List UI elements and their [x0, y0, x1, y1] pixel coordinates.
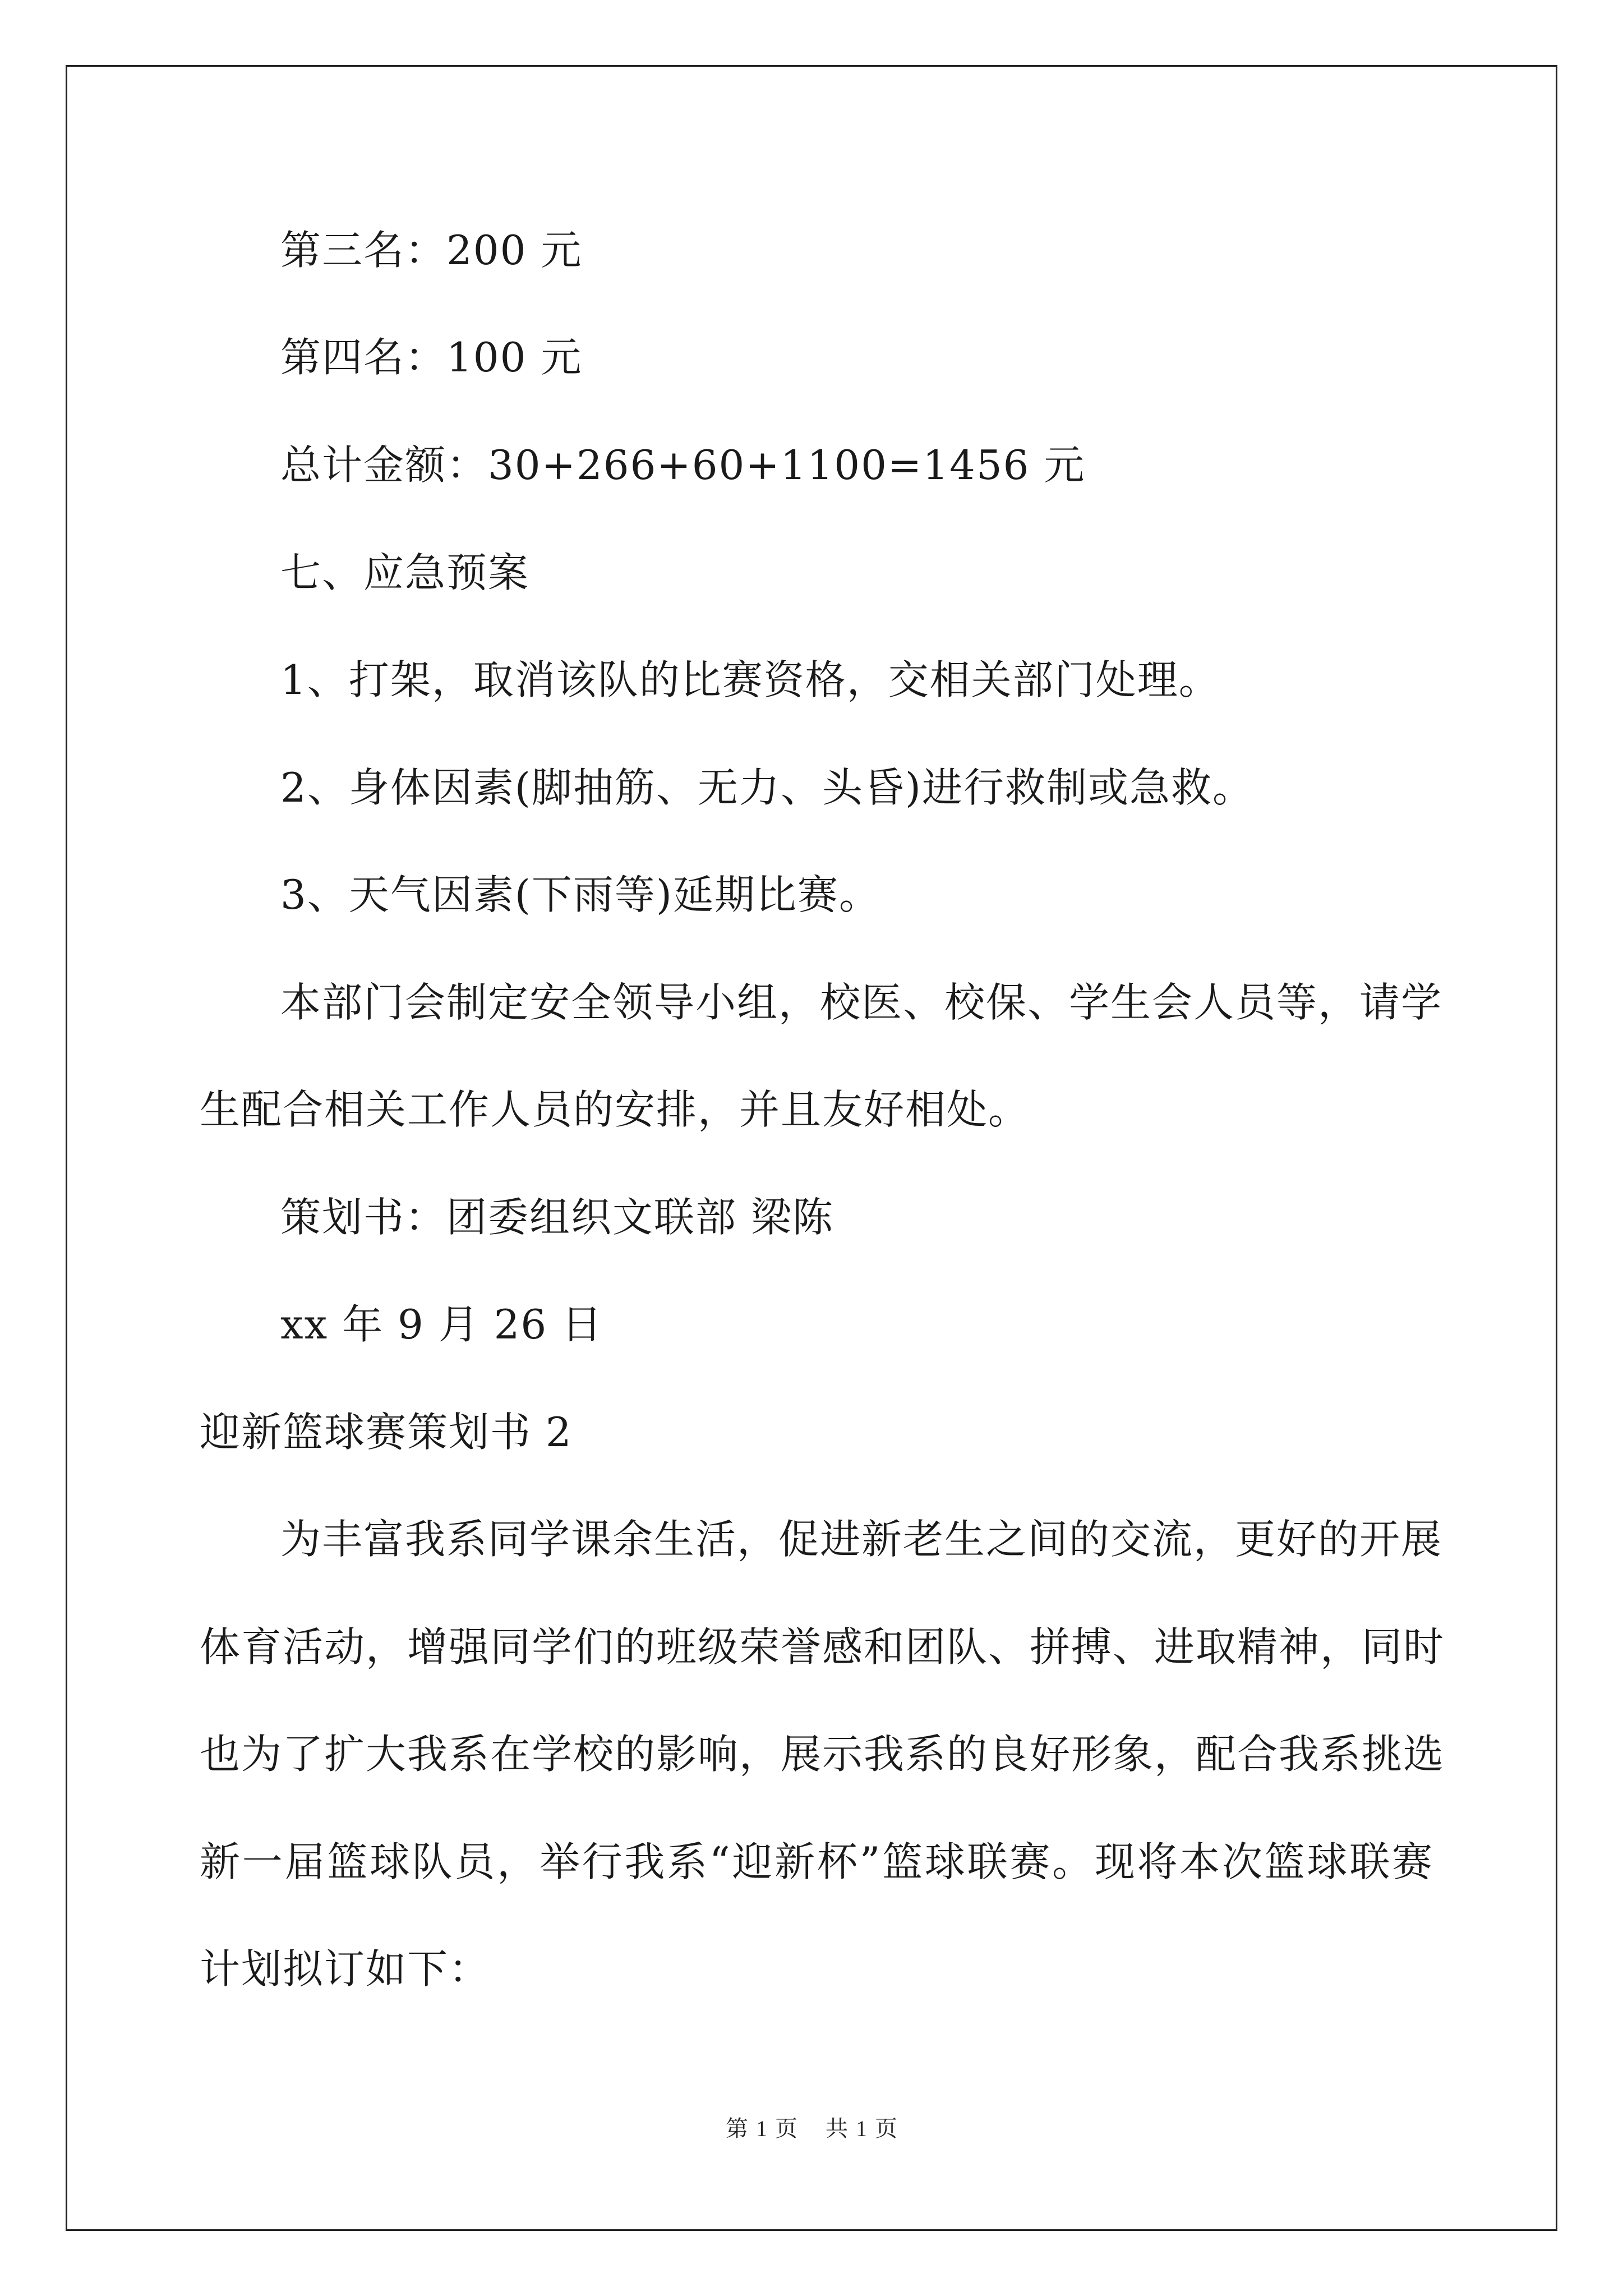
safety-paragraph-line-2: 生配合相关工作人员的安排，并且友好相处。 [200, 1086, 1030, 1133]
total-amount-line: 总计金额：30+266+60+1100=1456 元 [280, 441, 1086, 489]
intro-paragraph-line-1: 为丰富我系同学课余生活，促进新老生之间的交流，更好的开展 [280, 1516, 1443, 1563]
document-date: xx 年 9 月 26 日 [280, 1301, 603, 1348]
page-number-current: 第 1 页 [726, 2116, 797, 2141]
planner-signature: 策划书：团委组织文联部 梁陈 [280, 1194, 834, 1241]
page-number-total: 共 1 页 [826, 2116, 897, 2141]
page-border [66, 65, 1557, 2231]
section-heading-emergency: 七、应急预案 [280, 549, 530, 596]
third-prize-line: 第三名：200 元 [280, 227, 583, 274]
intro-paragraph-line-3: 也为了扩大我系在学校的影响，展示我系的良好形象，配合我系挑选 [200, 1731, 1445, 1778]
emergency-item-3: 3、天气因素(下雨等)延期比赛。 [280, 871, 880, 918]
intro-paragraph-line-4: 新一届篮球队员，举行我系“迎新杯”篮球联赛。现将本次篮球联赛 [200, 1838, 1433, 1885]
safety-paragraph-line-1: 本部门会制定安全领导小组，校医、校保、学生会人员等，请学 [280, 979, 1443, 1026]
section-title-plan-2: 迎新篮球赛策划书 2 [200, 1409, 573, 1456]
fourth-prize-line: 第四名：100 元 [280, 334, 583, 381]
page-footer [0, 2111, 1623, 2143]
emergency-item-1: 1、打架，取消该队的比赛资格，交相关部门处理。 [280, 656, 1220, 703]
intro-paragraph-line-2: 体育活动，增强同学们的班级荣誉感和团队、拼搏、进取精神，同时 [200, 1623, 1445, 1671]
intro-paragraph-line-5: 计划拟订如下： [200, 1945, 491, 1993]
emergency-item-2: 2、身体因素(脚抽筋、无力、头昏)进行救制或急救。 [280, 764, 1254, 811]
